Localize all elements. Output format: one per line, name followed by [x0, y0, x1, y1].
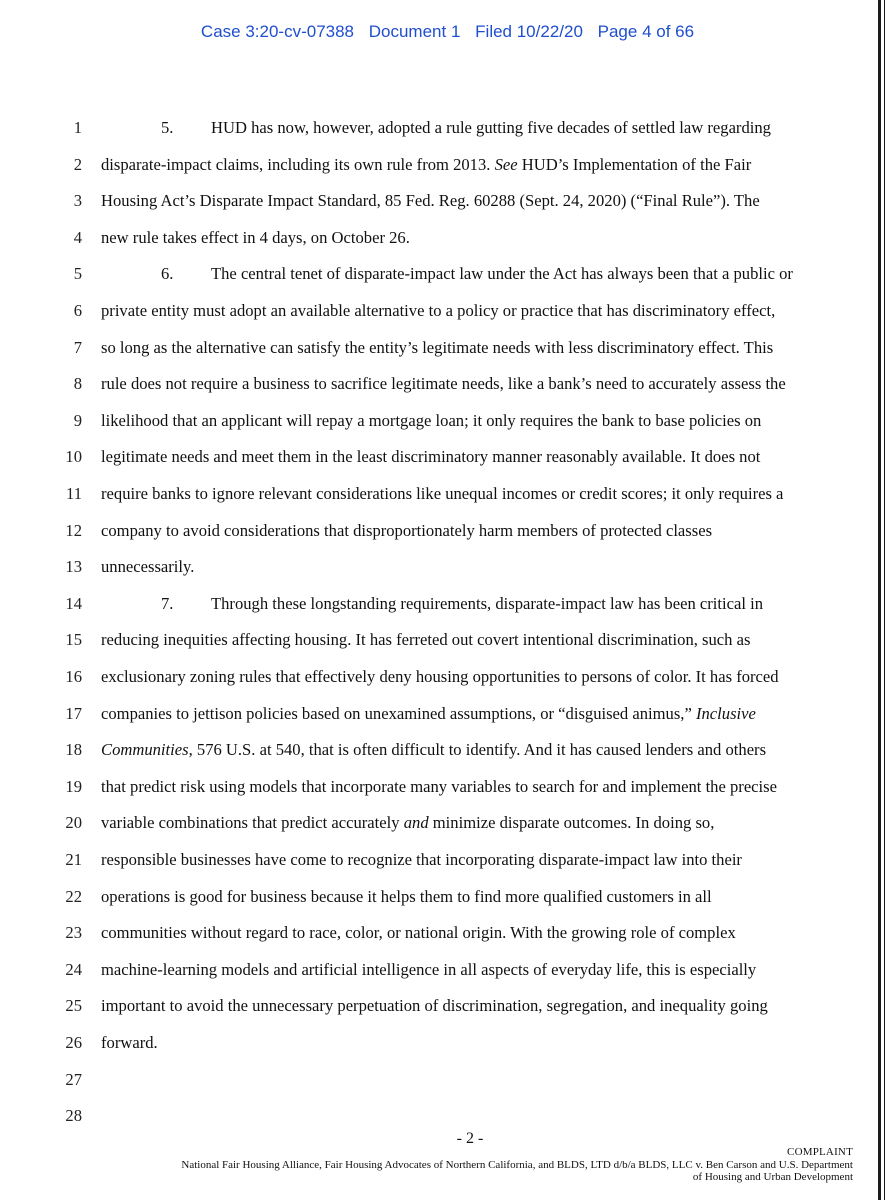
pleading-line: [0, 1033, 870, 1053]
line-text-body: machine-learning models and artificial intelligence in all aspects of everyday life, this is especially: [101, 959, 757, 979]
line-number: 25: [65, 996, 82, 1016]
line-text-body: HUD has now, however, adopted a rule gutting five decades of settled law regarding: [211, 118, 771, 137]
line-text-body: important to avoid the unnecessary perpetuation of discrimination, segregation, and inequality going: [101, 996, 768, 1016]
line-text-body: operations is good for business because it helps them to find more qualified customers in all: [101, 886, 712, 906]
line-text-body: companies to jettison policies based on unexamined assumptions, or “disguised animus,”: [101, 703, 692, 723]
line-text: [161, 594, 870, 614]
line-text: [101, 923, 870, 943]
page-right-border: [878, 0, 881, 1200]
line-text: [101, 338, 870, 358]
pleading-line: [0, 484, 870, 504]
line-number: 9: [73, 410, 82, 430]
pleading-line: [0, 996, 870, 1016]
line-number: 16: [65, 667, 82, 686]
line-text-body: likelihood that an applicant will repay a mortgage loan; it only requires the bank to base policies on: [101, 410, 762, 430]
footer: [73, 1146, 853, 1184]
pleading-line: [0, 374, 870, 394]
line-number: 20: [65, 813, 82, 833]
line-text-rest: HUD’s Implementation of the Fair: [521, 154, 752, 174]
page-number: - 2 -: [456, 1130, 484, 1147]
pleading-line: [0, 1070, 870, 1090]
pleading-line: [0, 960, 870, 980]
pleading-line: [0, 447, 870, 467]
line-text-body: that predict risk using models that incorporate many variables to search for and implement the precise: [101, 776, 777, 796]
document-number: Document 1: [368, 22, 461, 41]
line-number: 27: [65, 1069, 82, 1089]
line-text-body: Through these longstanding requirements, disparate-impact law has been critical in: [211, 593, 764, 613]
pleading-line: [0, 1106, 870, 1126]
line-text: [101, 960, 870, 980]
line-number: 22: [65, 886, 82, 906]
line-number: 24: [65, 959, 82, 979]
italic-term: Inclusive: [695, 703, 756, 723]
line-number: 2: [73, 154, 82, 174]
line-number: 18: [65, 740, 82, 760]
line-text-body: rule does not require a business to sacrifice legitimate needs, like a bank’s need to accurately assess the: [101, 374, 786, 394]
line-text: [101, 484, 870, 504]
line-text: [101, 630, 870, 650]
paragraph-number: 5.: [161, 118, 174, 137]
line-number: 3: [73, 191, 82, 211]
line-text: [101, 996, 870, 1016]
footer-title: COMPLAINT: [787, 1146, 853, 1158]
footer-parties-line1: National Fair Housing Alliance, Fair Housing Advocates of Northern California, and BLDS, LTD d/b/a BLDS, LLC v. Ben Carson and U.S. Department: [181, 1158, 853, 1171]
line-text: [101, 704, 870, 724]
line-text-rest: , 576 U.S. at 540, that is often difficult to identify. And it has caused lenders and others: [188, 740, 767, 760]
line-text-body: responsible businesses have come to recognize that incorporating disparate-impact law into their: [101, 850, 742, 869]
pleading-line: [0, 411, 870, 431]
line-number: 7: [73, 337, 82, 357]
line-text: [101, 1033, 870, 1053]
line-number: 10: [65, 447, 82, 467]
line-number: 13: [65, 557, 82, 577]
line-text-rest: minimize disparate outcomes. In doing so,: [432, 813, 715, 833]
pleading-line: [0, 923, 870, 943]
filed-date: Filed 10/22/20: [475, 22, 583, 41]
line-text: [101, 667, 870, 687]
line-text: [101, 301, 870, 321]
pleading-line: [0, 594, 870, 614]
line-number: 19: [65, 776, 82, 796]
pleading-line: [0, 630, 870, 650]
page-right-border-inner: [884, 0, 885, 1200]
italic-term: and: [403, 813, 429, 833]
line-number: 17: [65, 703, 82, 723]
pleading-line: [0, 667, 870, 687]
line-text: [101, 887, 870, 907]
line-text: [101, 374, 870, 394]
pleading-line: [0, 521, 870, 541]
italic-term: Communities: [101, 740, 189, 760]
italic-term: See: [494, 154, 518, 174]
line-text-body: unnecessarily.: [101, 557, 195, 577]
line-text: [101, 557, 870, 577]
pleading-line: [0, 887, 870, 907]
footer-parties-line2: of Housing and Urban Development: [692, 1171, 853, 1183]
line-text-body: legitimate needs and meet them in the least discriminatory manner reasonably available. It does not: [101, 447, 761, 467]
pleading-line: [0, 228, 870, 248]
line-text-body: Housing Act’s Disparate Impact Standard, 85 Fed. Reg. 60288 (Sept. 24, 2020) (“Final Rule”). The: [101, 191, 760, 211]
line-text: [101, 813, 870, 833]
line-text-body: company to avoid considerations that disproportionately harm members of protected classes: [101, 520, 713, 540]
page-indicator: Page 4 of 66: [597, 22, 695, 41]
line-text-body: private entity must adopt an available alternative to a policy or practice that has discriminatory effect,: [101, 301, 776, 320]
pleading-line: [0, 704, 870, 724]
line-text-body: communities without regard to race, color, or national origin. With the growing role of complex: [101, 923, 736, 943]
line-number: 28: [65, 1106, 82, 1126]
line-text-body: variable combinations that predict accurately: [101, 813, 400, 833]
line-text: [161, 118, 870, 138]
line-number: 15: [65, 630, 82, 650]
case-header: [0, 22, 895, 42]
line-number: 12: [65, 520, 82, 540]
line-number: 26: [65, 1033, 82, 1052]
line-text: [101, 777, 870, 797]
line-text: [101, 850, 870, 870]
line-number: 5: [73, 264, 82, 284]
line-number: 6: [73, 301, 82, 320]
line-text-body: so long as the alternative can satisfy the entity’s legitimate needs with less discriminatory effect. This: [101, 337, 774, 357]
line-text: [101, 740, 870, 760]
line-text: [101, 411, 870, 431]
line-number: 4: [73, 227, 82, 247]
pleading-line: [0, 191, 870, 211]
line-text: [101, 521, 870, 541]
line-text: [101, 155, 870, 175]
line-text-body: The central tenet of disparate-impact law under the Act has always been that a public or: [211, 264, 793, 284]
pleading-line: [0, 155, 870, 175]
pleading-line: [0, 777, 870, 797]
line-number: 11: [66, 484, 82, 503]
line-text-body: disparate-impact claims, including its own rule from 2013.: [101, 154, 491, 174]
line-text: [101, 447, 870, 467]
line-text: [101, 191, 870, 211]
line-text: [161, 264, 870, 284]
pleading-line: [0, 850, 870, 870]
paragraph-number: 6.: [161, 264, 174, 284]
line-number: 1: [73, 118, 82, 137]
line-text: [101, 228, 870, 248]
line-text-body: exclusionary zoning rules that effectively deny housing opportunities to persons of color. It has forced: [101, 667, 779, 686]
pleading-line: [0, 338, 870, 358]
line-number: 21: [65, 850, 82, 869]
paragraph-number: 7.: [161, 593, 174, 613]
pleading-line: [0, 264, 870, 284]
pleading-line: [0, 301, 870, 321]
pleading-line: [0, 118, 870, 138]
line-number: 14: [65, 593, 82, 613]
line-text-body: new rule takes effect in 4 days, on October 26.: [101, 227, 410, 247]
line-number: 8: [73, 374, 82, 394]
pleading-line: [0, 740, 870, 760]
case-number: Case 3:20-cv-07388: [200, 22, 355, 41]
line-text-body: require banks to ignore relevant considerations like unequal incomes or credit scores; it only requires a: [101, 484, 784, 503]
pleading-line: [0, 557, 870, 577]
line-text-body: forward.: [101, 1033, 158, 1052]
pleading-line: [0, 813, 870, 833]
line-text-body: reducing inequities affecting housing. It has ferreted out covert intentional discrimination, such as: [101, 630, 751, 650]
line-number: 23: [65, 923, 82, 943]
